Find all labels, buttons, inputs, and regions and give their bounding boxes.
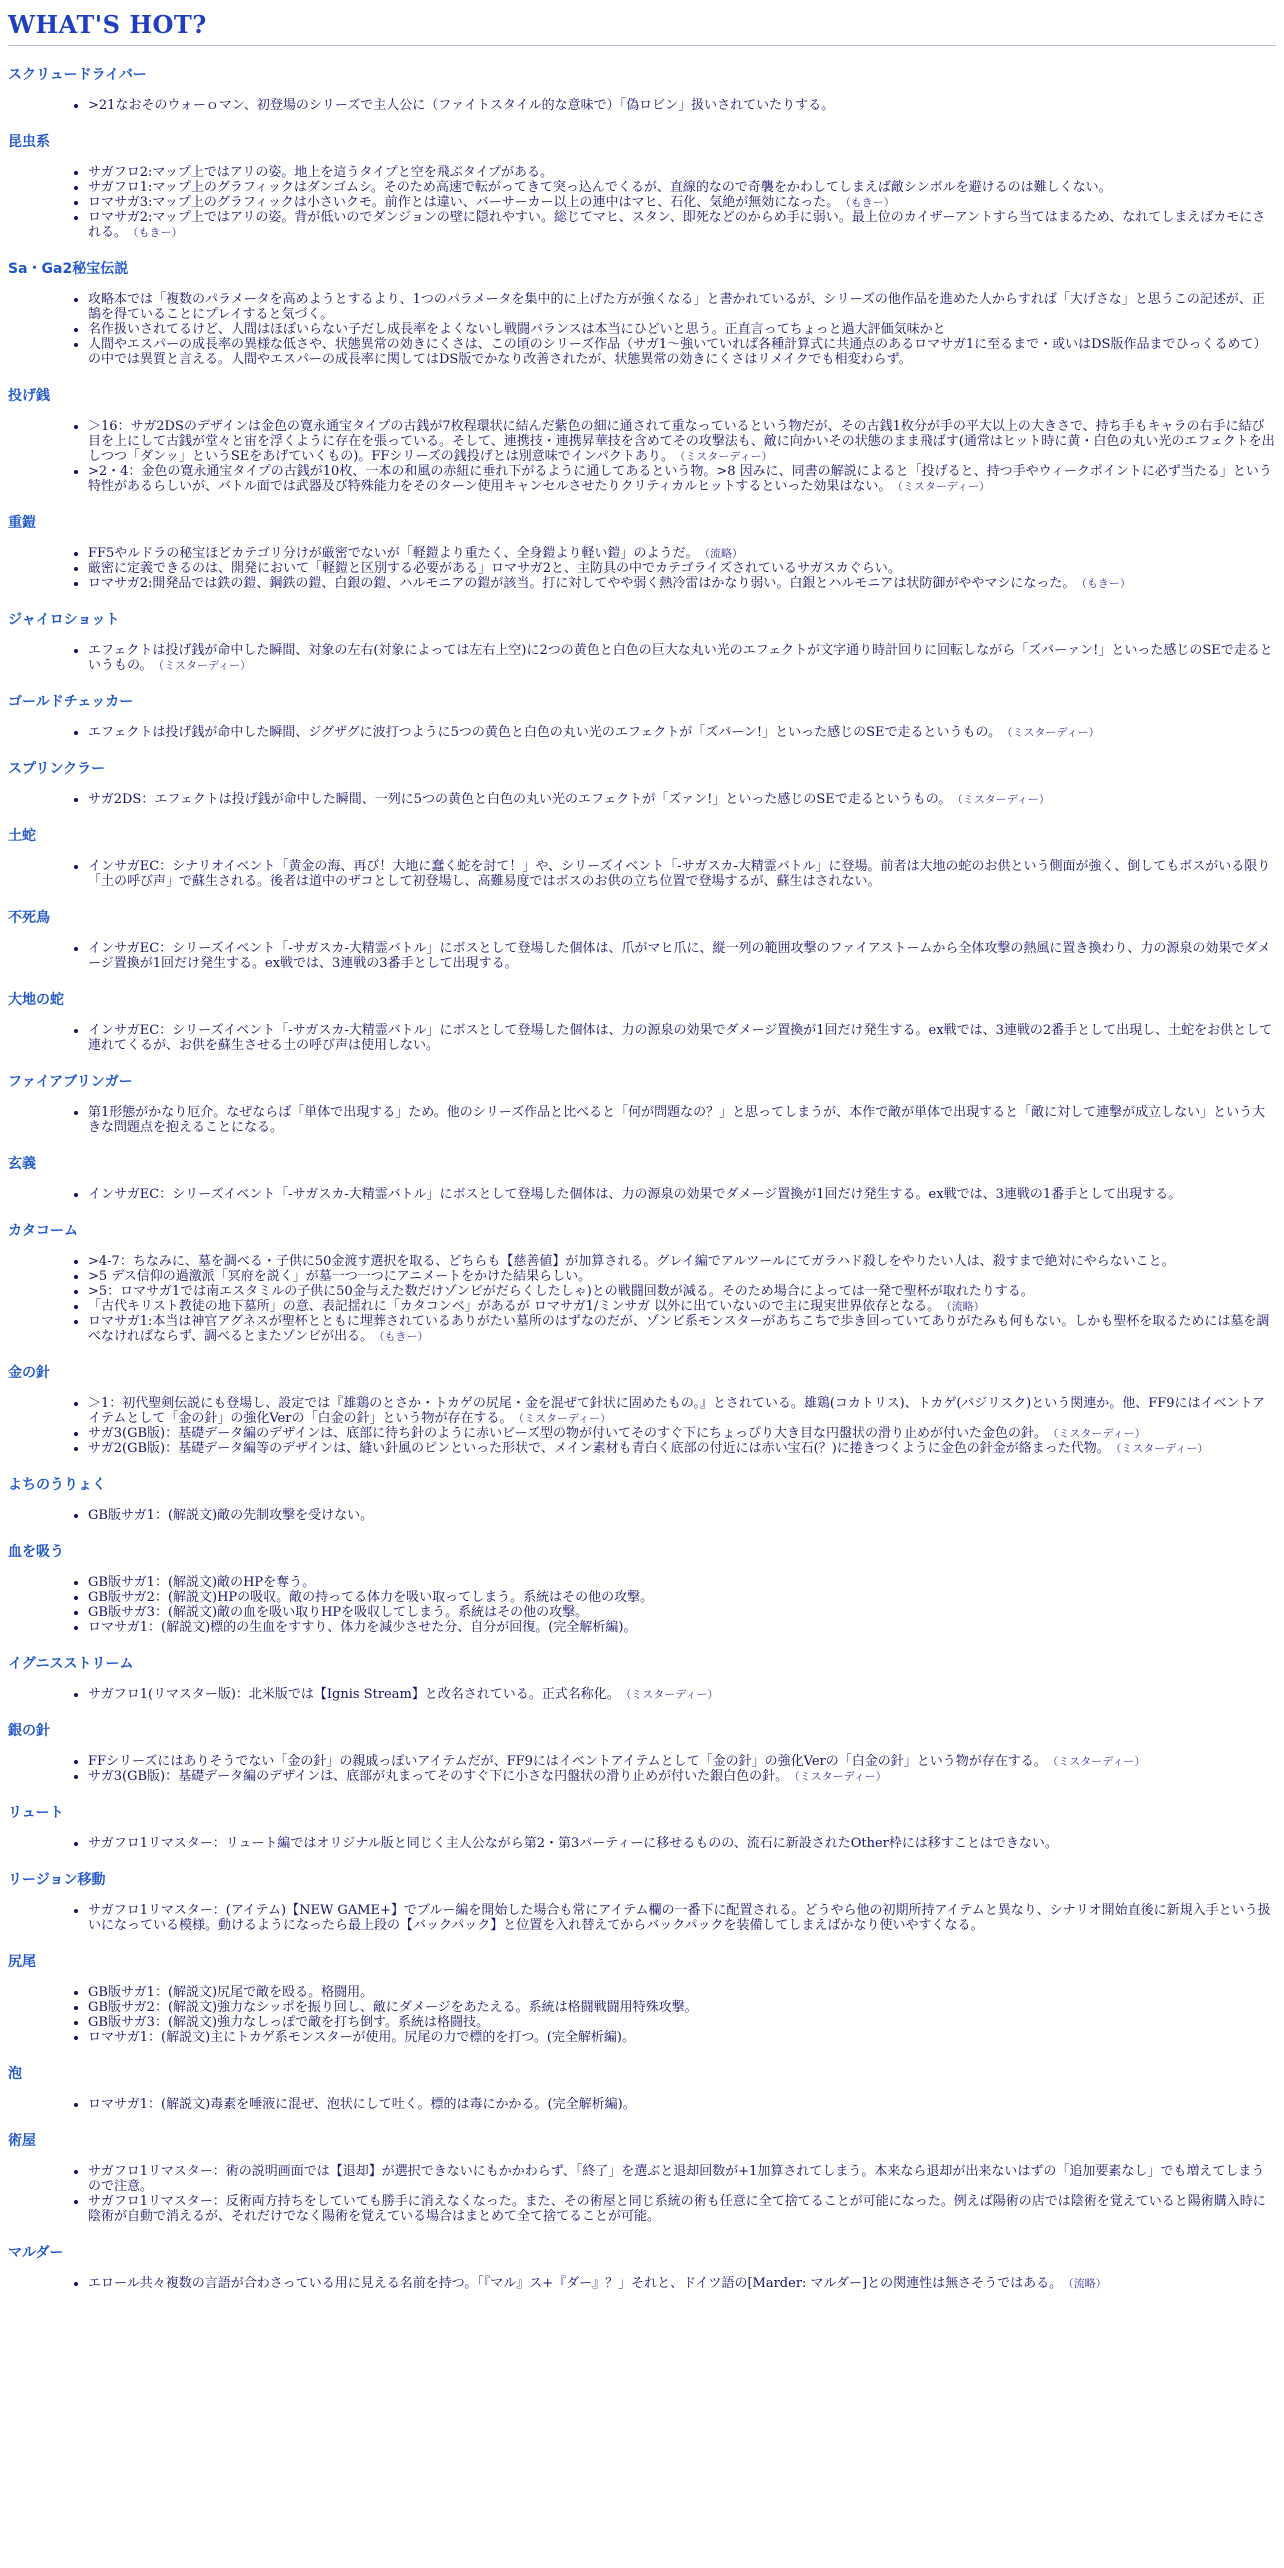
topic-section bbox=[8, 2063, 1276, 2112]
topic-entry bbox=[88, 292, 1276, 322]
topic-entry bbox=[88, 561, 1276, 576]
topic-entry bbox=[88, 1590, 1276, 1605]
entry-text: GB版サガ2：(解説文)強力なシッポを振り回し、敵にダメージをあたえる。系統は格闘戦闘用特殊攻撃。 bbox=[88, 2000, 698, 2015]
topic-section bbox=[8, 1541, 1276, 1635]
entry-text: インサガEC：シリーズイベント「-サガスカ-大精霊バトル」にボスとして登場した個体は、力の源泉の効果でダメージ置換が1回だけ発生する。ex戦では、3連戦の1番手として出現する。 bbox=[88, 1187, 1182, 1202]
topic-entry bbox=[88, 2276, 1276, 2291]
entry-text: >5 デス信仰の過激派「冥府を説く」が墓一つ一つにアニメートをかけた結果らしい。 bbox=[88, 1269, 592, 1284]
topic-entry bbox=[88, 2097, 1276, 2112]
entry-text: FFシリーズにはありそうでない「金の針」の親戚っぽいアイテムだが、FF9にはイベントアイテムとして「金の針」の強化Verの「白金の針」という物が存在する。 bbox=[88, 1754, 1047, 1769]
topic-entry bbox=[88, 2000, 1276, 2015]
topic-entry bbox=[88, 98, 1276, 113]
topic-heading[interactable]: 玄義 bbox=[8, 1156, 36, 1172]
topic-heading[interactable]: 不死鳥 bbox=[8, 910, 50, 926]
topic-heading[interactable]: 尻尾 bbox=[8, 1954, 36, 1970]
entry-text: ロマサガ3:マップ上のグラフィックは小さいクモ。前作とは違い、バーサーカー以上の連中はマヒ、石化、気絶が無効になった。 bbox=[88, 195, 840, 210]
topic-entry bbox=[88, 1575, 1276, 1590]
topic-section bbox=[8, 1474, 1276, 1523]
topic-entry-list bbox=[8, 1575, 1276, 1635]
topic-heading[interactable]: スクリュードライバー bbox=[8, 67, 147, 83]
topic-entry-list bbox=[8, 1508, 1276, 1523]
topic-section bbox=[8, 1071, 1276, 1135]
topic-entry bbox=[88, 1903, 1276, 1933]
topic-entry bbox=[88, 210, 1276, 240]
entry-text: サガ2DS：エフェクトは投げ銭が命中した瞬間、一列に5つの黄色と白色の丸い光のエフェクトが「ズァン!」といった感じのSEで走るというもの。 bbox=[88, 792, 952, 807]
entry-text: サガ2(GB版)：基礎データ編等のデザインは、縫い針風のピンといった形状で、メイン素材も青白く底部の付近には赤い宝石(？)に捲きつくように金色の針金が絡まった代物。 bbox=[88, 1441, 1110, 1456]
topic-entry bbox=[88, 180, 1276, 195]
entry-text: GB版サガ3：(解説文)敵の血を吸い取りHPを吸収してしまう。系統はその他の攻撃。 bbox=[88, 1605, 589, 1620]
entry-text: エロール共々複数の言語が合わさっている用に見える名前を持つ。「『マル』ス+『ダー』？」それと、ドイツ語の[Marder: マルダー]との関連性は無さそうではある。 bbox=[88, 2276, 1063, 2291]
topic-heading[interactable]: ファイアブリンガー bbox=[8, 1074, 133, 1090]
topic-heading[interactable]: 術屋 bbox=[8, 2133, 36, 2149]
topic-entry bbox=[88, 322, 1276, 337]
entry-text: >2・4：金色の寛永通宝タイプの古銭が10枚、一本の和風の赤紐に垂れ下がるように通してあるという物。>8 因みに、同書の解説によると「投げると、持つ手やウィークポイントに必ず当たる」という特性があるらしいが、バトル面では武器及び特殊能力をそのターン使用キャンセルさせたりクリティカルヒットするといった効果はない。 bbox=[88, 464, 1272, 494]
topic-entry-list bbox=[8, 1105, 1276, 1135]
entry-signature: （ミスターディー） bbox=[1052, 1755, 1146, 1768]
topic-section bbox=[8, 825, 1276, 889]
entry-text: ＞16：サガ2DSのデザインは金色の寛永通宝タイプの古銭が7枚程環状に結んだ紫色の細に通されて重なっているという物だが、その古銭1枚分が手の平大以上の大きさで、持ち手もキャラの右手に結び目を上にして古銭が堂々と宙を浮くように存在を張っている。そして、連携技・連携昇華技を含めてその攻撃法も、敵に向かいその状態のまま飛ばす(通常はヒット時に黄・白色の丸い光のエフェクトを出しつつ「ダンッ」というSEをあげていくもの)。FFシリーズの銭投げとは別意味でインパクトあり。 bbox=[88, 419, 1275, 464]
topic-entry bbox=[88, 546, 1276, 561]
topic-heading[interactable]: 泡 bbox=[8, 2066, 22, 2082]
topic-entry bbox=[88, 1314, 1276, 1344]
entry-text: サガフロ1リマスター：(アイテム)【NEW GAME+】でブルー編を開始した場合も常にアイテム欄の一番下に配置される。どうやら他の初期所持アイテムと異なり、シナリオ開始直後に新規入手という扱いになっている模様。動けるようになったら最上段の【バックパック】と位置を入れ替えてからバックパックを装備してしまえばかなり使いやすくなる。 bbox=[88, 1903, 1271, 1933]
entry-text: ロマサガ2:マップ上ではアリの姿。背が低いのでダンジョンの壁に隠れやすい。総じてマヒ、スタン、即死などのからめ手に弱い。最上位のカイザーアントすら当てはまるため、なれてしまえばカモにされる。 bbox=[88, 210, 1266, 240]
topic-entry bbox=[88, 2030, 1276, 2045]
topic-entry bbox=[88, 337, 1276, 367]
entry-text: ロマサガ1:本当は神官アグネスが聖杯とともに埋葬されているありがたい墓所のはずなのだが、ゾンビ系モンスターがあちこちで歩き回っていてありがたみも何もない。しかも聖杯を取るためには墓を調べなければならず、調べるとまたゾンビが出る。 bbox=[88, 1314, 1270, 1344]
topic-entry bbox=[88, 725, 1276, 740]
topic-heading[interactable]: 土蛇 bbox=[8, 828, 36, 844]
entry-signature: （もきー） bbox=[133, 226, 183, 239]
topic-section bbox=[8, 1951, 1276, 2045]
topic-entry-list bbox=[8, 1754, 1276, 1784]
topic-section bbox=[8, 2242, 1276, 2291]
topic-entry bbox=[88, 464, 1276, 494]
topic-heading[interactable]: 金の針 bbox=[8, 1365, 50, 1381]
entry-signature: （流略） bbox=[1068, 2277, 1107, 2290]
topic-heading[interactable]: カタコーム bbox=[8, 1223, 78, 1239]
entry-text: サガフロ1リマスター：反術両方持ちをしていても勝手に消えなくなった。また、その術屋と同じ系統の術も任意に全て捨てることが可能になった。例えば陽術の店では陰術を覚えていると陽術購入時に陰術が自動で消えるが、それだけでなく陽術を覚えている場合はまとめて全て捨てることが可能。 bbox=[88, 2194, 1266, 2224]
topic-entry bbox=[88, 2194, 1276, 2224]
topic-section bbox=[8, 758, 1276, 807]
topic-heading[interactable]: 重鎧 bbox=[8, 515, 36, 531]
topic-entry bbox=[88, 1754, 1276, 1769]
topic-entry bbox=[88, 1508, 1276, 1523]
topic-entry bbox=[88, 1187, 1276, 1202]
topic-entry bbox=[88, 165, 1276, 180]
topic-entry bbox=[88, 1254, 1276, 1269]
topic-heading[interactable]: 投げ銭 bbox=[8, 388, 50, 404]
topic-section bbox=[8, 609, 1276, 673]
topic-section bbox=[8, 64, 1276, 113]
entry-text: >21なおそのウォーｏマン、初登場のシリーズで主人公に（ファイトスタイル的な意味で）「偽ロビン」扱いされていたりする。 bbox=[88, 98, 835, 113]
topic-entry-list bbox=[8, 1985, 1276, 2045]
topic-entry-list bbox=[8, 1396, 1276, 1456]
entry-text: サガフロ1リマスター：リュート編ではオリジナル版と同じく主人公ながら第2・第3パーティーに移せるものの、流石に新設されたOther枠には移すことはできない。 bbox=[88, 1836, 1058, 1851]
entry-signature: （もきー） bbox=[378, 1330, 429, 1343]
topic-heading[interactable]: ジャイロショット bbox=[8, 612, 120, 628]
entry-text: 厳密に定義できるのは、開発において「軽鎧と区別する必要がある」ロマサガ2と、主防具の中でカテゴライズされているサガスカぐらい。 bbox=[88, 561, 901, 576]
topic-section bbox=[8, 1220, 1276, 1344]
entry-text: サガフロ2:マップ上ではアリの姿。地上を這うタイプと空を飛ぶタイプがある。 bbox=[88, 165, 554, 180]
entry-text: GB版サガ1：(解説文)敵のHPを奪う。 bbox=[88, 1575, 316, 1590]
topic-entry-list bbox=[8, 941, 1276, 971]
topic-entry-list bbox=[8, 859, 1276, 889]
entry-text: インサガEC：シナリオイベント「黄金の海、再び！大地に蠢く蛇を討て！」や、シリーズイベント「-サガスカ-大精霊バトル」に登場。前者は大地の蛇のお供という側面が強く、倒してもボスがいる限り「土の呼び声」で蘇生される。後者は道中のザコとして初登場し、高難易度ではボスのお供の立ち位置で登場するが、蘇生はされない。 bbox=[88, 859, 1271, 889]
topic-section bbox=[8, 385, 1276, 494]
topic-heading[interactable]: イグニスストリーム bbox=[8, 1656, 134, 1672]
topic-entry-list bbox=[8, 1254, 1276, 1344]
topic-section bbox=[8, 1653, 1276, 1702]
topic-entry bbox=[88, 2015, 1276, 2030]
topic-entry bbox=[88, 1985, 1276, 2000]
topic-section bbox=[8, 2130, 1276, 2224]
title-divider bbox=[8, 45, 1276, 46]
entry-text: ロマサガ1：(解説文)標的の生血をすすり、体力を減少させた分、自分が回復。(完全解析編)。 bbox=[88, 1620, 637, 1635]
topic-entry-list bbox=[8, 1687, 1276, 1702]
topic-entry-list bbox=[8, 2276, 1276, 2291]
entry-text: サガフロ1(リマスター版)：北米版では【Ignis Stream】と改名されている。正式名称化。 bbox=[88, 1687, 620, 1702]
topic-entry bbox=[88, 1284, 1276, 1299]
topic-heading[interactable]: よちのうりょく bbox=[8, 1477, 106, 1493]
topic-section bbox=[8, 1362, 1276, 1456]
entry-text: ＞1：初代聖剣伝説にも登場し、設定では『雄鶏のとさか・トカゲの尻尾・金を混ぜて針状に固めたもの。』とされている。雄鶏(コカトリス)、トカゲ(バジリスク)という関連か。他、FF9にはイベントアイテムとして「金の針」の強化Verの「白金の針」という物が存在する。 bbox=[88, 1396, 1266, 1426]
entry-text: FF5やルドラの秘宝ほどカテゴリ分けが厳密でないが「軽鎧より重たく、全身鎧より軽い鎧」のようだ。 bbox=[88, 546, 699, 561]
topic-entry-list bbox=[8, 1836, 1276, 1851]
topic-entry bbox=[88, 941, 1276, 971]
entry-signature: （もきー） bbox=[845, 196, 895, 209]
topic-section bbox=[8, 131, 1276, 240]
topic-entry-list bbox=[8, 792, 1276, 807]
topic-entry-list bbox=[8, 1187, 1276, 1202]
entry-signature: （ミスターディー） bbox=[518, 1412, 612, 1425]
entry-text: サガフロ1:マップ上のグラフィックはダンゴムシ。そのため高速で転がってきて突っ込んでくるが、直線的なので奇襲をかわしてしまえば敵シンボルを避けるのは難しくない。 bbox=[88, 180, 1112, 195]
topic-entry bbox=[88, 1769, 1276, 1784]
entry-signature: （ミスターディー） bbox=[625, 1688, 719, 1701]
topic-heading[interactable]: Sa・Ga2秘宝伝説 bbox=[8, 261, 129, 277]
entry-text: GB版サガ1：(解説文)尻尾で敵を殴る。格闘用。 bbox=[88, 1985, 374, 2000]
topic-entry-list bbox=[8, 725, 1276, 740]
topic-entry bbox=[88, 1687, 1276, 1702]
topic-entry-list bbox=[8, 2097, 1276, 2112]
topic-heading[interactable]: リージョン移動 bbox=[8, 1872, 106, 1888]
sections-container bbox=[8, 64, 1276, 2291]
entry-text: ロマサガ1：(解説文)毒素を唾液に混ぜ、泡状にして吐く。標的は毒にかかる。(完全解析編)。 bbox=[88, 2097, 636, 2112]
page-title: WHAT'S HOT? bbox=[8, 10, 207, 39]
topic-entry bbox=[88, 576, 1276, 591]
topic-entry bbox=[88, 1299, 1276, 1314]
entry-text: インサガEC：シリーズイベント「-サガスカ-大精霊バトル」にボスとして登場した個体は、爪がマヒ爪に、縦一列の範囲攻撃のファイアストームから全体攻撃の熱風に置き換わり、力の源泉の効果でダメージ置換が1回だけ発生する。ex戦では、3連戦の3番手として出現する。 bbox=[88, 941, 1271, 971]
entry-text: GB版サガ1：(解説文)敵の先制攻撃を受けない。 bbox=[88, 1508, 374, 1523]
entry-text: 攻略本では「複数のパラメータを高めようとするより、1つのパラメータを集中的に上げた方が強くなる」と書かれているが、シリーズの他作品を進めた人からすれば「大げさな」と思うこの記述が、正鵠を得ていることにプレイすると気づく。 bbox=[88, 292, 1265, 322]
topic-entry-list bbox=[8, 165, 1276, 240]
topic-section bbox=[8, 1153, 1276, 1202]
topic-entry bbox=[88, 1269, 1276, 1284]
entry-signature: （ミスターディー） bbox=[897, 480, 991, 493]
entry-signature: （流略） bbox=[946, 1300, 985, 1313]
topic-heading[interactable]: スプリンクラー bbox=[8, 761, 106, 777]
topic-entry bbox=[88, 1426, 1276, 1441]
topic-heading[interactable]: 昆虫系 bbox=[8, 134, 50, 150]
entry-signature: （ミスターディー） bbox=[794, 1770, 887, 1783]
entry-signature: （流略） bbox=[704, 547, 744, 560]
topic-entry-list bbox=[8, 643, 1276, 673]
topic-section bbox=[8, 989, 1276, 1053]
topic-entry bbox=[88, 1836, 1276, 1851]
topic-heading[interactable]: 大地の蛇 bbox=[8, 992, 64, 1008]
entry-text: 「古代キリスト教徒の地下墓所」の意、表記揺れに「カタコンベ」があるが ロマサガ1/ミンサガ 以外に出ていないので主に現実世界依存となる。 bbox=[88, 1299, 941, 1314]
topic-section bbox=[8, 512, 1276, 591]
topic-entry-list bbox=[8, 98, 1276, 113]
entry-text: サガフロ1リマスター：術の説明画面では【退却】が選択できないにもかかわらず、「終了」を選ぶと退却回数が+1加算されてしまう。本来なら退却が出来ないはずの「追加要素なし」でも増えてしまうので注意。 bbox=[88, 2164, 1265, 2194]
topic-entry-list bbox=[8, 546, 1276, 591]
topic-entry bbox=[88, 643, 1276, 673]
entry-signature: （ミスターディー） bbox=[1053, 1427, 1146, 1440]
entry-text: ロマサガ1：(解説文)主にトカゲ系モンスターが使用。尻尾の力で標的を打つ。(完全解析編)。 bbox=[88, 2030, 635, 2045]
entry-signature: （ミスターディー） bbox=[957, 793, 1050, 806]
topic-section bbox=[8, 907, 1276, 971]
topic-section bbox=[8, 691, 1276, 740]
topic-entry bbox=[88, 1105, 1276, 1135]
topic-section bbox=[8, 1869, 1276, 1933]
entry-text: サガ3(GB版)：基礎データ編のデザインは、底部が丸まってそのすぐ下に小さな円盤状の滑り止めが付いた銀白色の針。 bbox=[88, 1769, 789, 1784]
topic-entry bbox=[88, 792, 1276, 807]
entry-text: エフェクトは投げ銭が命中した瞬間、ジグザグに波打つように5つの黄色と白色の丸い光のエフェクトが「ズバーン!」といった感じのSEで走るというもの。 bbox=[88, 725, 1002, 740]
topic-heading[interactable]: 血を吸う bbox=[8, 1544, 64, 1560]
entry-signature: （もきー） bbox=[1081, 577, 1131, 590]
entry-text: GB版サガ3：(解説文)強力なしっぽで敵を打ち倒す。系統は格闘技。 bbox=[88, 2015, 490, 2030]
topic-entry bbox=[88, 1605, 1276, 1620]
topic-heading[interactable]: マルダー bbox=[8, 2245, 64, 2261]
entry-text: サガ3(GB版)：基礎データ編のデザインは、底部に待ち針のように赤いビーズ型の物が付いてそのすぐ下にちょっぴり大き目な円盤状の滑り止めが付いた金色の針。 bbox=[88, 1426, 1048, 1441]
topic-entry-list bbox=[8, 1023, 1276, 1053]
topic-entry-list bbox=[8, 292, 1276, 367]
entry-text: >4-7：ちなみに、墓を調べる・子供に50金渡す選択を取る、どちらも【慈善値】が加算される。グレイ編でアルツールにてガラハド殺しをやりたい人は、殺すまで絶対にやらないこと。 bbox=[88, 1254, 1175, 1269]
topic-entry bbox=[88, 195, 1276, 210]
topic-heading[interactable]: リュート bbox=[8, 1805, 64, 1821]
entry-text: ロマサガ2:開発品では鉄の鎧、鋼鉄の鎧、白銀の鎧、ハルモニアの鎧が該当。打に対してやや弱く熱冷雷はかなり弱い。白銀とハルモニアは状防御がややマシになった。 bbox=[88, 576, 1076, 591]
topic-entry bbox=[88, 859, 1276, 889]
entry-text: GB版サガ2：(解説文)HPの吸収。敵の持ってる体力を吸い取ってしまう。系統はその他の攻撃。 bbox=[88, 1590, 654, 1605]
entry-signature: （ミスターディー） bbox=[1115, 1442, 1209, 1455]
topic-entry bbox=[88, 1396, 1276, 1426]
entry-signature: （ミスターディー） bbox=[679, 450, 773, 463]
topic-entry bbox=[88, 2164, 1276, 2194]
topic-entry bbox=[88, 1023, 1276, 1053]
topic-section bbox=[8, 258, 1276, 367]
topic-heading[interactable]: 銀の針 bbox=[8, 1723, 50, 1739]
entry-text: インサガEC：シリーズイベント「-サガスカ-大精霊バトル」にボスとして登場した個体は、力の源泉の効果でダメージ置換が1回だけ発生する。ex戦では、3連戦の2番手として出現し、土蛇をお供として連れてくるが、お供を蘇生させる土の呼び声は使用しない。 bbox=[88, 1023, 1273, 1053]
topic-entry-list bbox=[8, 419, 1276, 494]
topic-entry bbox=[88, 419, 1276, 464]
topic-entry-list bbox=[8, 1903, 1276, 1933]
topic-section bbox=[8, 1802, 1276, 1851]
entry-signature: （ミスターディー） bbox=[158, 659, 252, 672]
entry-text: 人間やエスパーの成長率の異様な低さや、状態異常の効きにくさは、この頃のシリーズ作品（サガ1〜強いていれば各種計算式に共通点のあるロマサガ1に至るまで・或いはDS版作品までひっくるめて）の中では異質と言える。人間やエスパーの成長率に関してはDS版でかなり改善されたが、状態異常の効きにくさはリメイクでも相変わらず。 bbox=[88, 337, 1267, 367]
entry-text: 第1形態がかなり厄介。なぜならば「単体で出現する」ため。他のシリーズ作品と比べると「何が問題なの？」と思ってしまうが、本作で敵が単体で出現すると「敵に対して連撃が成立しない」という大きな問題点を抱えることになる。 bbox=[88, 1105, 1266, 1135]
topic-entry-list bbox=[8, 2164, 1276, 2224]
entry-text: 名作扱いされてるけど、人間はほぼいらない子だし成長率をよくないし戦闘バランスは本当にひどいと思う。正直言ってちょっと過大評価気味かと bbox=[88, 322, 946, 337]
entry-text: >5：ロマサガ1では南エスタミルの子供に50金与えた数だけゾンビがだらくしたしゃ)との戦闘回数が減る。そのため場合によっては一発で聖杯が取れたりする。 bbox=[88, 1284, 1034, 1299]
entry-signature: （ミスターディー） bbox=[1007, 726, 1100, 739]
topic-heading[interactable]: ゴールドチェッカー bbox=[8, 694, 134, 710]
entry-text: エフェクトは投げ銭が命中した瞬間、対象の左右(対象によっては左右上空)に2つの黄色と白色の巨大な丸い光のエフェクトが文字通り時計回りに回転しながら「ズバーァン!」といった感じのSEで走るというもの。 bbox=[88, 643, 1273, 673]
topic-entry bbox=[88, 1620, 1276, 1635]
topic-section bbox=[8, 1720, 1276, 1784]
topic-entry bbox=[88, 1441, 1276, 1456]
